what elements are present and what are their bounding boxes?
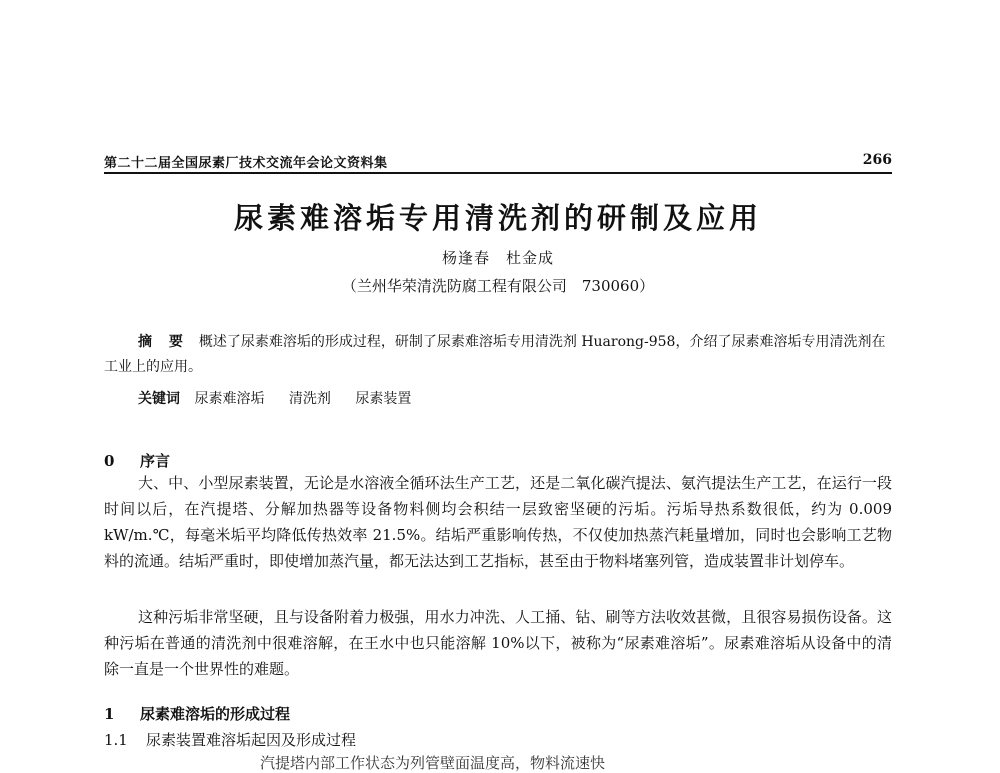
keywords [104,388,892,408]
abstract-label: 摘 要 [138,334,189,350]
cut-off-line: 汽提塔内部工作状态为列管壁面温度高，物料流速快 [260,754,606,772]
page-number: 266 [862,152,892,168]
subsection-number: 1.1 [104,731,128,749]
abstract-text: 概述了尿素难溶垢的形成过程，研制了尿素难溶垢专用清洗剂 Huarong-958，介绍了尿素难溶垢专用清洗剂在工业上的应用。 [104,334,886,375]
paper-title: 尿素难溶垢专用清洗剂的研制及应用 [233,201,762,235]
authors: 杨逢春 杜金成 [441,249,554,267]
section-number: 1 [104,705,115,723]
section-heading-1 [104,703,290,724]
keyword: 尿素难溶垢 [194,391,265,407]
subsection-heading-1-1 [104,729,356,750]
body-paragraph-2: 这种污垢非常坚硬，且与设备附着力极强，用水力冲洗、人工捅、钻、刷等方法收效甚微，且很容易损伤设备。这种污垢在普通的清洗剂中很难溶解，在王水中也只能溶解 10%以下，被称为“尿素难溶垢”。尿素难溶垢从设备中的清除一直是一个世界性的难题。 [104,608,892,678]
keywords-label: 关键词 [138,391,180,407]
journal-title: 第二十二届全国尿素厂技术交流年会论文资料集 [104,156,388,171]
section-heading-0 [104,450,170,471]
body-paragraph-1: 大、中、小型尿素装置，无论是水溶液全循环法生产工艺，还是二氧化碳汽提法、氨汽提法生产工艺，在运行一段时间以后，在汽提塔、分解加热器等设备物料侧均会积结一层致密坚硬的污垢。污垢导热系数很低，约为 0.009 kW/m.℃，每毫米垢平均降低传热效率 21.5%。结垢严重影响传热，不仅使加热蒸汽耗量增加，同时也会影响工艺物料的流通。结垢严重时，即使增加蒸汽量，都无法达到工艺指标，甚至由于物料堵塞列管，造成装置非计划停车。 [104,474,892,570]
subsection-title: 尿素装置难溶垢起因及形成过程 [146,731,357,749]
keyword: 尿素装置 [355,391,412,407]
section-title: 尿素难溶垢的形成过程 [140,705,291,723]
affiliation: （兰州华荣清洗防腐工程有限公司 730060） [341,277,655,295]
keyword: 清洗剂 [288,391,331,407]
section-number: 0 [104,452,115,470]
running-header [104,152,892,174]
abstract [104,330,892,380]
section-title: 序言 [140,452,171,470]
